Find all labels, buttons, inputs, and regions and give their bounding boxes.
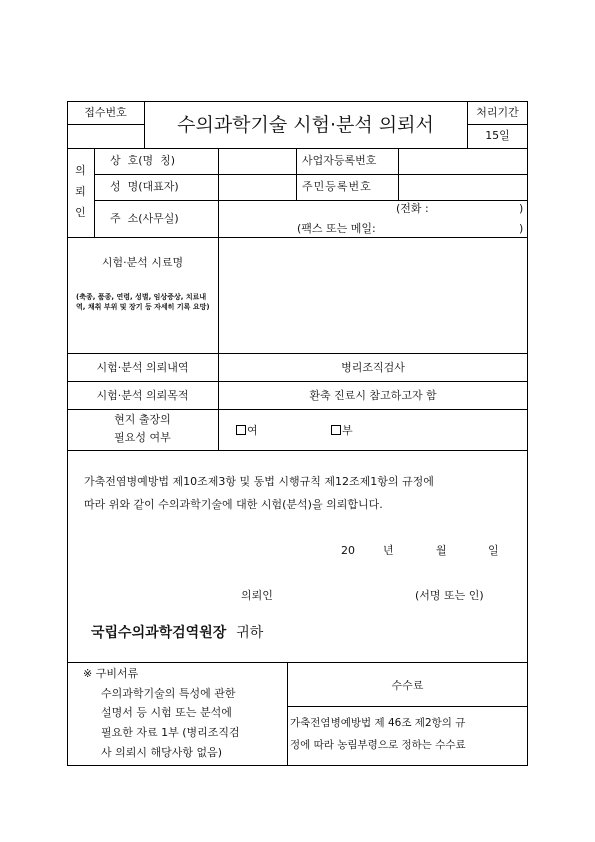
field-trip-label-line2: 필요성 여부 [114,431,171,444]
header-bottom-rule [67,148,528,149]
date-year-label: 년 [383,544,394,557]
fax-close-paren: ) [519,222,524,235]
field-trip-no-label: 부 [342,424,353,437]
row-rule-1 [94,174,528,175]
required-documents-line4: 사 의뢰시 해당사항 없음) [101,746,223,759]
fee-label: 수수료 [391,679,424,692]
receipt-no-label: 접수번호 [84,106,127,119]
recipient-line [91,626,263,640]
field-trip-yes-option[interactable] [236,425,258,436]
resident-reg-no-label: 주민등록번호 [302,180,372,193]
field-trip-no-option[interactable] [331,425,353,436]
sample-bottom-rule [67,353,528,354]
statement-line1: 가축전염병예방법 제10조제3항 및 동법 시행규칙 제12조제1항의 규정에 [84,475,434,488]
representative-name-label: 성 명(대표자) [110,180,179,193]
requester-group-divider [94,148,95,237]
fee-label-rule [287,706,528,707]
date-year-prefix: 20 [341,544,355,557]
sample-note: (축종, 품종, 연령, 성별, 임상증상, 치료내역, 채취 부위 및 장기 등 자세히 기록 요망) [76,293,210,312]
sample-name-label: 시험·분석 시료명 [101,256,184,269]
bottom-section-divider [287,662,288,766]
checkbox-yes[interactable] [236,425,246,435]
fee-description-line2: 정에 따라 농림부령으로 정하는 수수료 [290,739,466,751]
date-day-label: 일 [488,544,499,557]
recipient-name: 국립수의과학검역원장 [91,625,227,641]
fieldtrip-bottom-rule [67,450,528,451]
checkbox-no[interactable] [331,425,341,435]
bottom-section-rule [67,662,528,663]
required-documents-line1: 수의과학기술의 특성에 관한 [101,687,236,700]
request-details-label: 시험·분석 의뢰내역 [96,361,189,374]
requester-signature-label: 의뢰인 [241,589,273,602]
row-rule-2 [94,200,528,201]
phone-label: (전화 : [396,202,429,215]
date-month-label: 월 [436,544,447,557]
period-label-rule [467,124,528,125]
requester-label-char-1: 의 [75,164,86,177]
label-column-divider [218,148,219,353]
phone-close-paren: ) [519,202,524,215]
purpose-bottom-rule [67,409,528,410]
required-documents-title: ※ 구비서류 [83,667,139,680]
field-trip-label-line1: 현지 출장의 [114,413,171,426]
processing-period-value: 15일 [485,129,510,142]
sign-or-seal-label: (서명 또는 인) [415,589,484,602]
field-trip-yes-label: 여 [247,424,258,437]
request-details-value: 병리조직검사 [341,361,405,374]
business-reg-no-label: 사업자등록번호 [302,154,377,167]
address-label: 주 소(사무실) [110,212,179,225]
company-name-label: 상 호(명 칭) [110,154,176,167]
fee-description-line1: 가축전염병예방법 제 46조 제2항의 규 [290,717,466,729]
request-purpose-value: 환축 진료시 참고하고자 함 [309,389,437,402]
requester-bottom-rule [67,237,528,238]
requester-label-char-3: 인 [75,206,86,219]
fax-email-label: (팩스 또는 메일: [297,222,376,235]
required-documents-line3: 필요한 자료 1부 (병리조직검 [101,726,240,739]
recipient-honorific: 귀하 [236,625,264,641]
processing-period-label: 처리기간 [476,106,519,119]
details-bottom-rule [67,381,528,382]
request-purpose-label: 시험·분석 의뢰목적 [96,389,189,402]
required-documents-line2: 설명서 등 시험 또는 분석에 [101,706,232,719]
receipt-label-rule [67,124,144,125]
statement-line2: 따라 위와 같이 수의과학기술에 대한 시험(분석)을 의뢰합니다. [84,498,383,511]
form-title: 수의과학기술 시험·분석 의뢰서 [177,114,434,136]
requester-label-char-2: 뢰 [75,185,86,198]
